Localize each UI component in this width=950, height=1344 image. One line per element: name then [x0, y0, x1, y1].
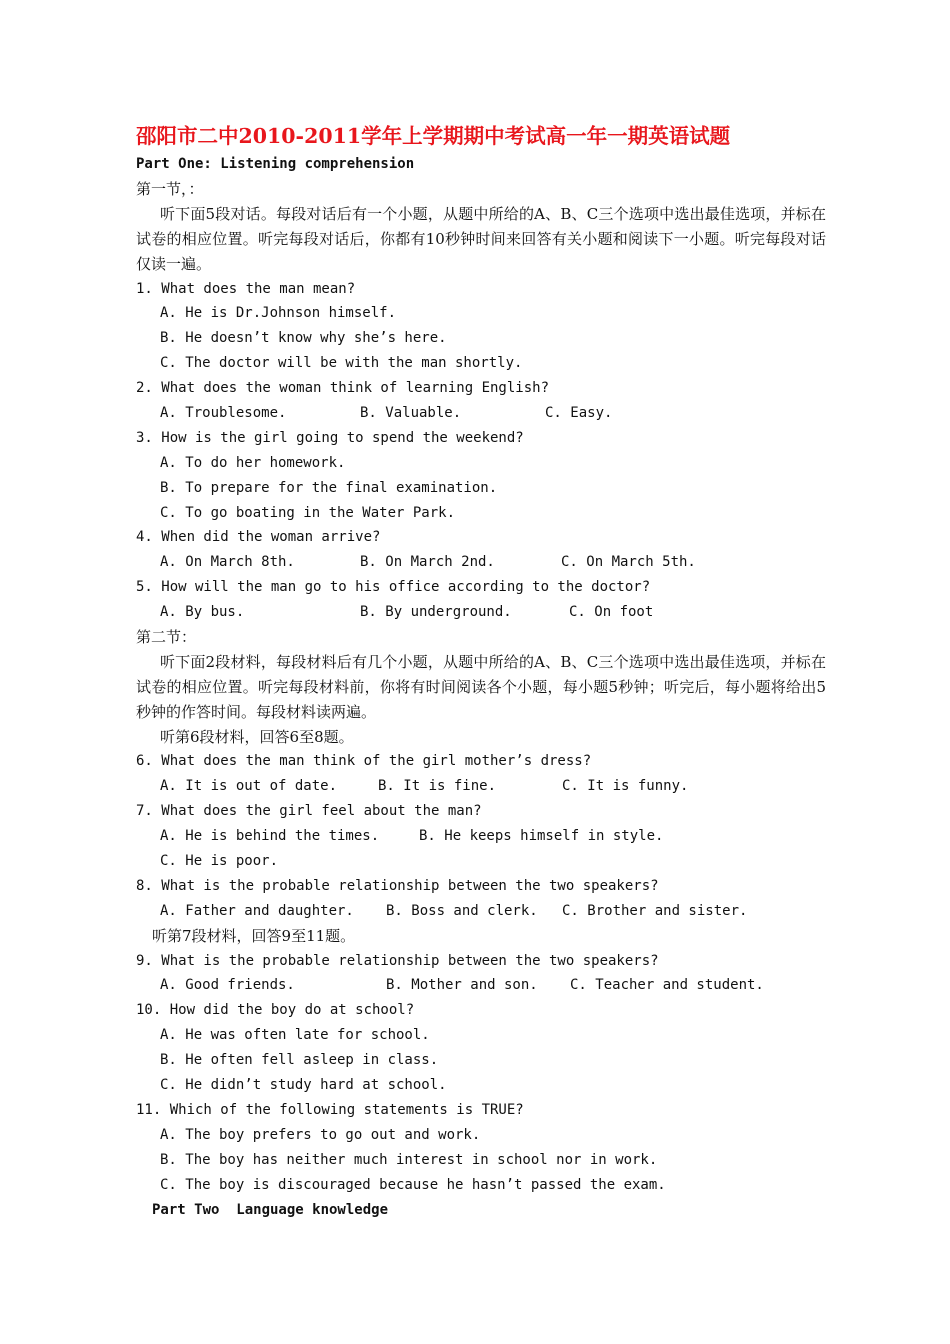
q10-option-b: B. He often fell asleep in class.: [160, 1052, 439, 1069]
q7-option-a: A. He is behind the times.: [160, 828, 380, 845]
q5-option-c: C. On foot: [569, 604, 654, 621]
q1-option-a: A. He is Dr.Johnson himself.: [160, 305, 397, 322]
q7-options: [136, 824, 826, 849]
question-5: 5. How will the man go to his office according to the doctor?: [136, 579, 651, 596]
q2-option-a: A. Troublesome.: [160, 404, 287, 421]
question-4: 4. When did the woman arrive?: [136, 529, 381, 546]
page-title: 邵阳市二中2010-2011学年上学期期中考试高一年一期英语试题: [136, 124, 731, 148]
q5-option-b: B. By underground.: [360, 604, 512, 621]
section2-intro: 听下面2段材料，每段材料后有几个小题，从题中所给的A、B、C三个选项中选出最佳选项，并标在试卷的相应位置。听完每段材料前，你将有时间阅读各个小题，每小题5秒钟；听完后，每小题将给出5秒钟的作答时间。每段材料读两遍。: [136, 652, 826, 721]
q1-option-b: B. He doesn’t know why she’s here.: [160, 330, 447, 347]
q5-options: [136, 600, 826, 625]
q7-option-c: C. He is poor.: [160, 853, 279, 870]
q9-option-a: A. Good friends.: [160, 977, 295, 994]
q8-option-b: B. Boss and clerk.: [386, 902, 538, 919]
question-10: 10. How did the boy do at school?: [136, 1002, 415, 1019]
q8-options: [136, 899, 826, 924]
q3-option-a: A. To do her homework.: [160, 454, 346, 471]
part-one-heading: Part One: Listening comprehension: [136, 156, 415, 172]
section1-intro: 听下面5段对话。每段对话后有一个小题，从题中所给的A、B、C三个选项中选出最佳选项，并标在试卷的相应位置。听完每段对话后，你都有10秒钟时间来回答有关小题和阅读下一小题。听完每段对话仅读一遍。: [136, 204, 826, 273]
q3-option-b: B. To prepare for the final examination.: [160, 479, 498, 496]
question-9: 9. What is the probable relationship between the two speakers?: [136, 952, 659, 969]
q11-option-a: A. The boy prefers to go out and work.: [160, 1126, 481, 1143]
material-7-instruction: 听第7段材料，回答9至11题。: [152, 926, 356, 945]
q11-option-c: C. The boy is discouraged because he hasn’t passed the exam.: [160, 1176, 666, 1193]
exam-content: [136, 120, 826, 1222]
q1-option-c: C. The doctor will be with the man shortly.: [160, 355, 523, 372]
q8-option-a: A. Father and daughter.: [160, 902, 354, 919]
q7-option-b: B. He keeps himself in style.: [419, 828, 664, 845]
q6-options: [136, 774, 826, 799]
section1-heading: 第一节，：: [136, 179, 204, 198]
section2-heading: 第二节：: [136, 627, 197, 646]
part-two-heading: Part Two Language knowledge: [152, 1201, 389, 1218]
q10-option-c: C. He didn’t study hard at school.: [160, 1077, 447, 1094]
q2-options: [136, 401, 826, 426]
q4-option-a: A. On March 8th.: [160, 554, 295, 571]
question-11: 11. Which of the following statements is TRUE?: [136, 1101, 524, 1118]
q4-option-b: B. On March 2nd.: [360, 554, 495, 571]
q6-option-b: B. It is fine.: [378, 778, 497, 795]
q3-option-c: C. To go boating in the Water Park.: [160, 504, 456, 521]
q11-option-b: B. The boy has neither much interest in school nor in work.: [160, 1151, 658, 1168]
q4-option-c: C. On March 5th.: [561, 554, 696, 571]
question-3: 3. How is the girl going to spend the weekend?: [136, 429, 524, 446]
q6-option-a: A. It is out of date.: [160, 778, 338, 795]
question-1: 1. What does the man mean?: [136, 280, 356, 297]
q6-option-c: C. It is funny.: [562, 778, 689, 795]
q8-option-c: C. Brother and sister.: [562, 902, 748, 919]
q5-option-a: A. By bus.: [160, 604, 245, 621]
q2-option-b: B. Valuable.: [360, 404, 462, 421]
material-6-instruction: 听第6段材料，回答6至8题。: [160, 727, 354, 746]
question-6: 6. What does the man think of the girl mother’s dress?: [136, 753, 592, 770]
q10-option-a: A. He was often late for school.: [160, 1027, 430, 1044]
q9-options: [136, 973, 826, 998]
question-7: 7. What does the girl feel about the man?: [136, 803, 482, 820]
q2-option-c: C. Easy.: [545, 404, 613, 421]
question-2: 2. What does the woman think of learning English?: [136, 380, 550, 397]
q9-option-b: B. Mother and son.: [386, 977, 538, 994]
question-8: 8. What is the probable relationship between the two speakers?: [136, 877, 659, 894]
q4-options: [136, 550, 826, 575]
q9-option-c: C. Teacher and student.: [570, 977, 764, 994]
